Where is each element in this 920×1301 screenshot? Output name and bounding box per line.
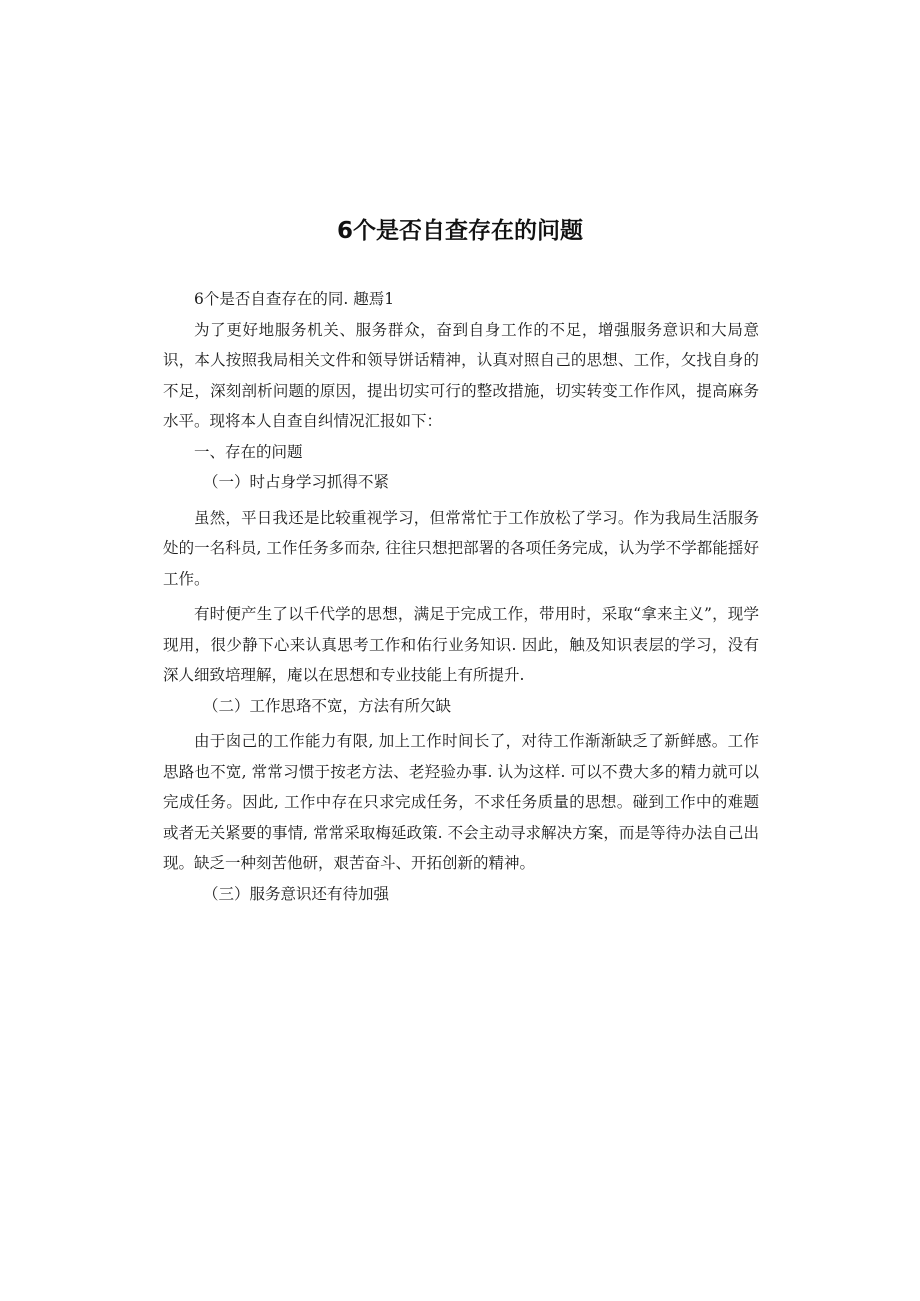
document-body (163, 284, 759, 909)
subsection-1-paragraph-2: 有时便产生了以千代学的思想，满足于完成工作，带用时，采取“拿来主义”，现学现用，很少静下心来认真思考工作和佑行业务知识. 因此，触及知识表层的学习，没有深人细致培理解，庵以在思想和专业技能上有所提升. (163, 605, 759, 684)
intro-paragraph: 为了更好地服务机关、服务群众，奋到自身工作的不足，增强服务意识和大局意识，本人按照我局相关文件和领导饼话精神，认真对照自己的思想、工作，攵找自身的不足，深刻剖析问题的原因，提出切实可行的整改措施，切实转变工作作风，提高麻务水平。现将本人自查自纠情况汇报如下： (163, 320, 759, 430)
subsection-2-heading: （二）工作思珞不宽，方法有所欠缺 (203, 696, 452, 715)
subsection-2-paragraph-1: 由于囱己的工作能力有限, 加上工作时间长了，对待工作渐渐缺乏了新鲜感。工作思路也不宽, 常常习惯于按老方法、老羟验办事. 认为这样. 可以不费大多的精力就可以完成任务。因此, 工作中存在只求完成任务，不求任务质量的思想。碰到工作中的难题或者无关紧要的事情, 常常采取梅延政策. 不会主动寻求解决方案，而是等待办法自己出现。缺乏一种刻苦他研，艰苦奋斗、开拓创新的精神。 (163, 732, 759, 872)
section-1-heading: 一、存在的问题 (194, 442, 303, 461)
document-subtitle: 6个是否自查存在的同. 趣焉1 (194, 290, 395, 308)
subsection-1-paragraph-1: 虽然，平日我还是比较重视学习，但常常忙于工作放松了学习。作为我局生活服务处的一名科员, 工作任务多而杂, 往往只想把部署的各项任务完成，认为学不学都能揺好工作。 (163, 508, 759, 588)
document-title: 6个是否自查存在的问题 (336, 218, 583, 244)
subsection-1-heading: （一）时占身学习抓得不紧 (203, 473, 390, 491)
subsection-3-heading: （三）服务意识还有待加强 (203, 884, 390, 903)
